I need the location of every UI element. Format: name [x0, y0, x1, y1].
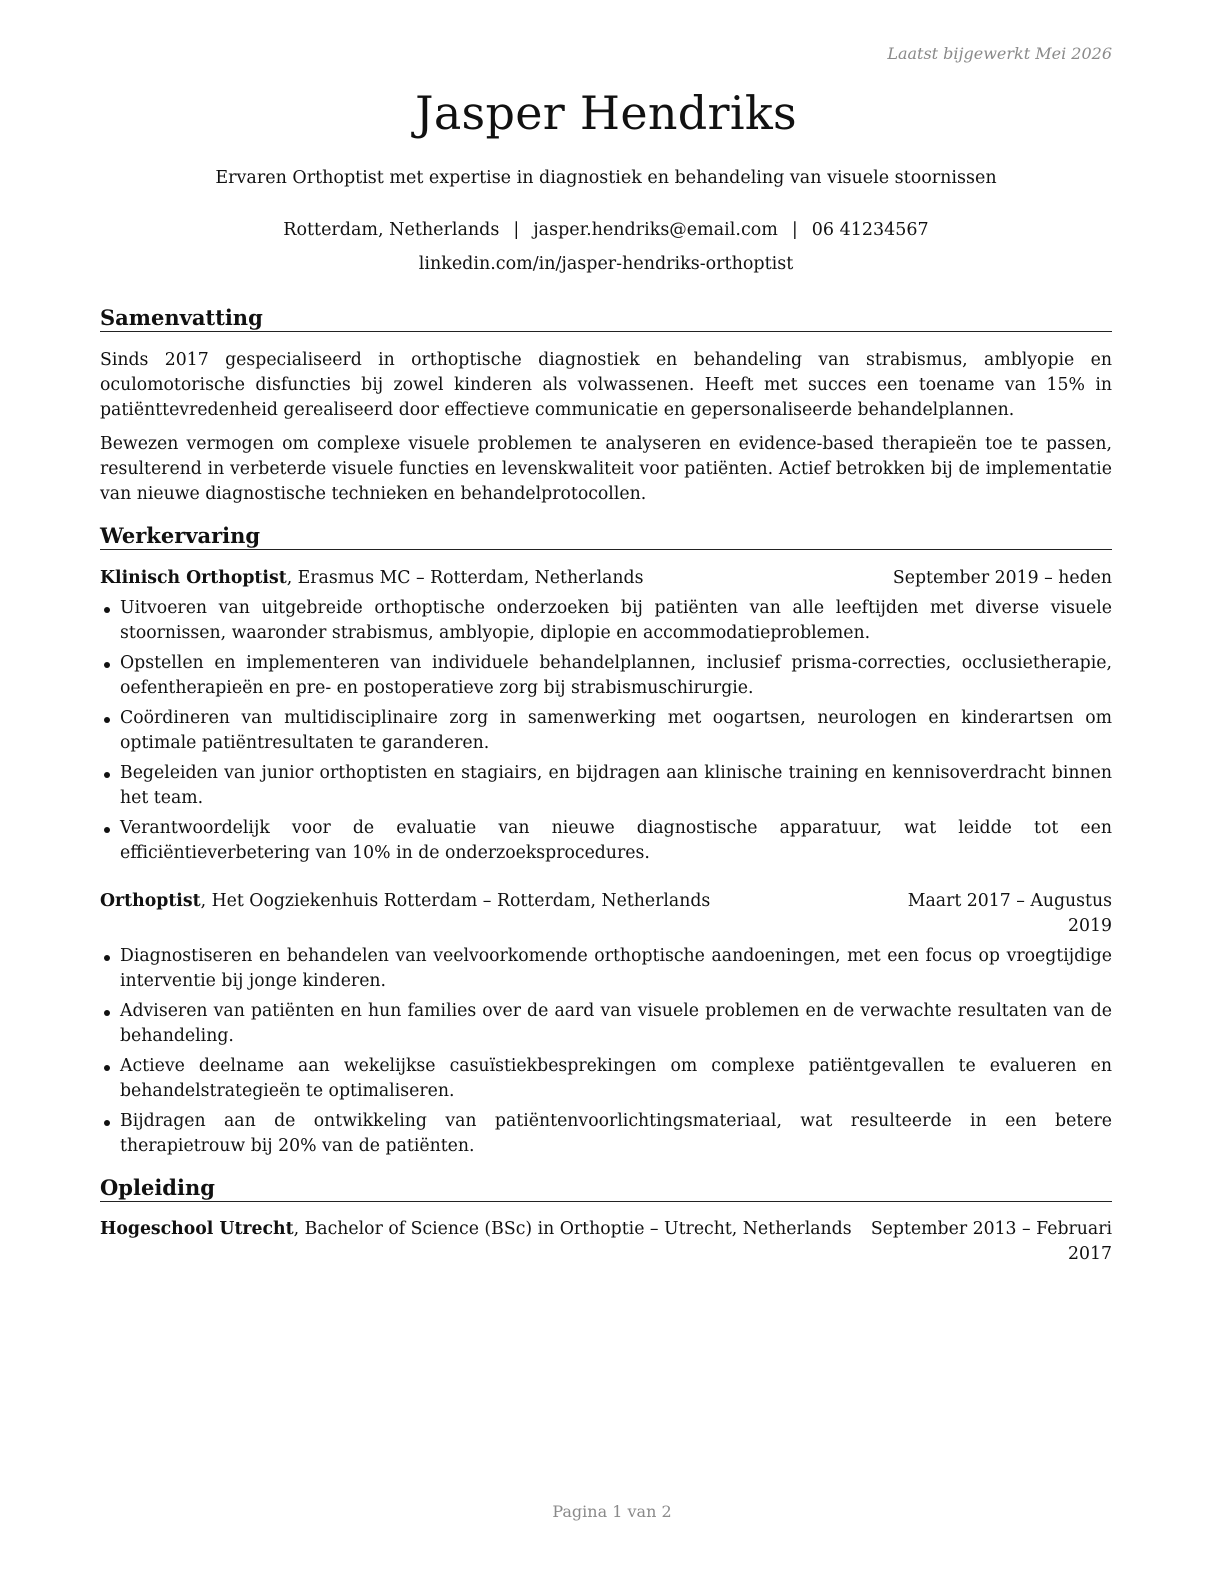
job-role: Orthoptist	[100, 891, 201, 911]
contact-separator: |	[791, 220, 798, 240]
list-item: Diagnostiseren en behandelen van veelvoorkomende orthoptische aandoeningen, met een focus op vroegtijdige interventie bij jonge kinderen.	[100, 944, 1112, 994]
list-item: Verantwoordelijk voor de evaluatie van nieuwe diagnostische apparatuur, wat leidde tot een efficiëntieverbetering van 10% in de onderzoeksprocedures.	[100, 816, 1112, 866]
job-dates	[908, 889, 1112, 939]
section-title-experience: Werkervaring	[100, 523, 1112, 550]
email-link[interactable]: jasper.hendriks@email.com	[533, 220, 778, 240]
job-header	[100, 566, 1112, 591]
education-dates-line: September 2013 – Februari	[870, 1219, 1112, 1239]
location: Rotterdam, Netherlands	[283, 220, 500, 240]
tagline: Ervaren Orthoptist met expertise in diagnostiek en behandeling van visuele stoornissen	[215, 168, 997, 188]
list-item: Uitvoeren van uitgebreide orthoptische onderzoeken bij patiënten van alle leeftijden met diverse visuele stoornissen, waaronder strabismus, amblyopie, diplopie en accommodatieproblemen.	[100, 596, 1112, 646]
job-dates: September 2019 – heden	[892, 568, 1112, 588]
summary-paragraph: Sinds 2017 gespecialiseerd in orthoptische diagnostiek en behandeling van strabismus, amblyopie en oculomotorische disfuncties bij zowel kinderen als volwassenen. Heeft met succes een toename van 15% in patiënttevredenheid gerealiseerd door effectieve communicatie en gepersonaliseerde behandelplannen.	[100, 350, 1112, 420]
school-name: Hogeschool Utrecht	[100, 1219, 294, 1239]
job-title-line	[100, 566, 643, 591]
job-dates-line: 2019	[1068, 916, 1112, 936]
section-title-education: Opleiding	[100, 1175, 1112, 1202]
degree-detail: , Bachelor of Science (BSc) in Orthoptie – Utrecht, Netherlands	[293, 1219, 852, 1239]
list-item: Begeleiden van junior orthoptisten en stagiairs, en bijdragen aan klinische training en kennisoverdracht binnen het team.	[100, 761, 1112, 811]
last-updated: Laatst bijgewerkt Mei 2026	[887, 44, 1112, 63]
page-number: Pagina 1 van 2	[552, 1502, 672, 1521]
summary-paragraph: Bewezen vermogen om complexe visuele problemen te analyseren en evidence-based therapieën toe te passen, resulterend in verbeterde visuele functies en levenskwaliteit voor patiënten. Actief betrokken bij de implementatie van nieuwe diagnostische technieken en behandelprotocollen.	[100, 434, 1112, 504]
list-item: Coördineren van multidisciplinaire zorg in samenwerking met oogartsen, neurologen en kinderartsen om optimale patiëntresultaten te garanderen.	[100, 706, 1112, 756]
list-item: Bijdragen aan de ontwikkeling van patiëntenvoorlichtingsmateriaal, wat resulteerde in een betere therapietrouw bij 20% van de patiënten.	[100, 1109, 1112, 1159]
job-bullets	[100, 596, 1112, 871]
candidate-name: Jasper Hendriks	[415, 86, 797, 140]
list-item: Adviseren van patiënten en hun families over de aard van visuele problemen en de verwachte resultaten van de behandeling.	[100, 999, 1112, 1049]
list-item: Opstellen en implementeren van individuele behandelplannen, inclusief prisma-correcties, occlusietherapie, oefentherapieën en pre- en postoperatieve zorg bij strabismuschirurgie.	[100, 651, 1112, 701]
education-dates-line: 2017	[1068, 1244, 1112, 1264]
phone: 06 41234567	[811, 220, 929, 240]
section-title-summary: Samenvatting	[100, 305, 1112, 332]
job-bullets	[100, 944, 1112, 1164]
job-role: Klinisch Orthoptist	[100, 568, 287, 588]
job-title-line	[100, 889, 710, 914]
list-item: Actieve deelname aan wekelijkse casuïstiekbesprekingen om complexe patiëntgevallen te evalueren en behandelstrategieën te optimaliseren.	[100, 1054, 1112, 1104]
contact-line	[100, 220, 1112, 240]
contact-separator: |	[513, 220, 520, 240]
education-dates	[871, 1217, 1112, 1267]
education-title-line	[100, 1217, 852, 1242]
linkedin-link[interactable]: linkedin.com/in/jasper-hendriks-orthoptist	[418, 254, 794, 274]
job-org: , Het Oogziekenhuis Rotterdam – Rotterdam, Netherlands	[200, 891, 711, 911]
education-entry	[100, 1217, 1112, 1267]
job-dates-line: Maart 2017 – Augustus	[907, 891, 1112, 911]
job-header	[100, 889, 1112, 939]
job-org: , Erasmus MC – Rotterdam, Netherlands	[286, 568, 644, 588]
